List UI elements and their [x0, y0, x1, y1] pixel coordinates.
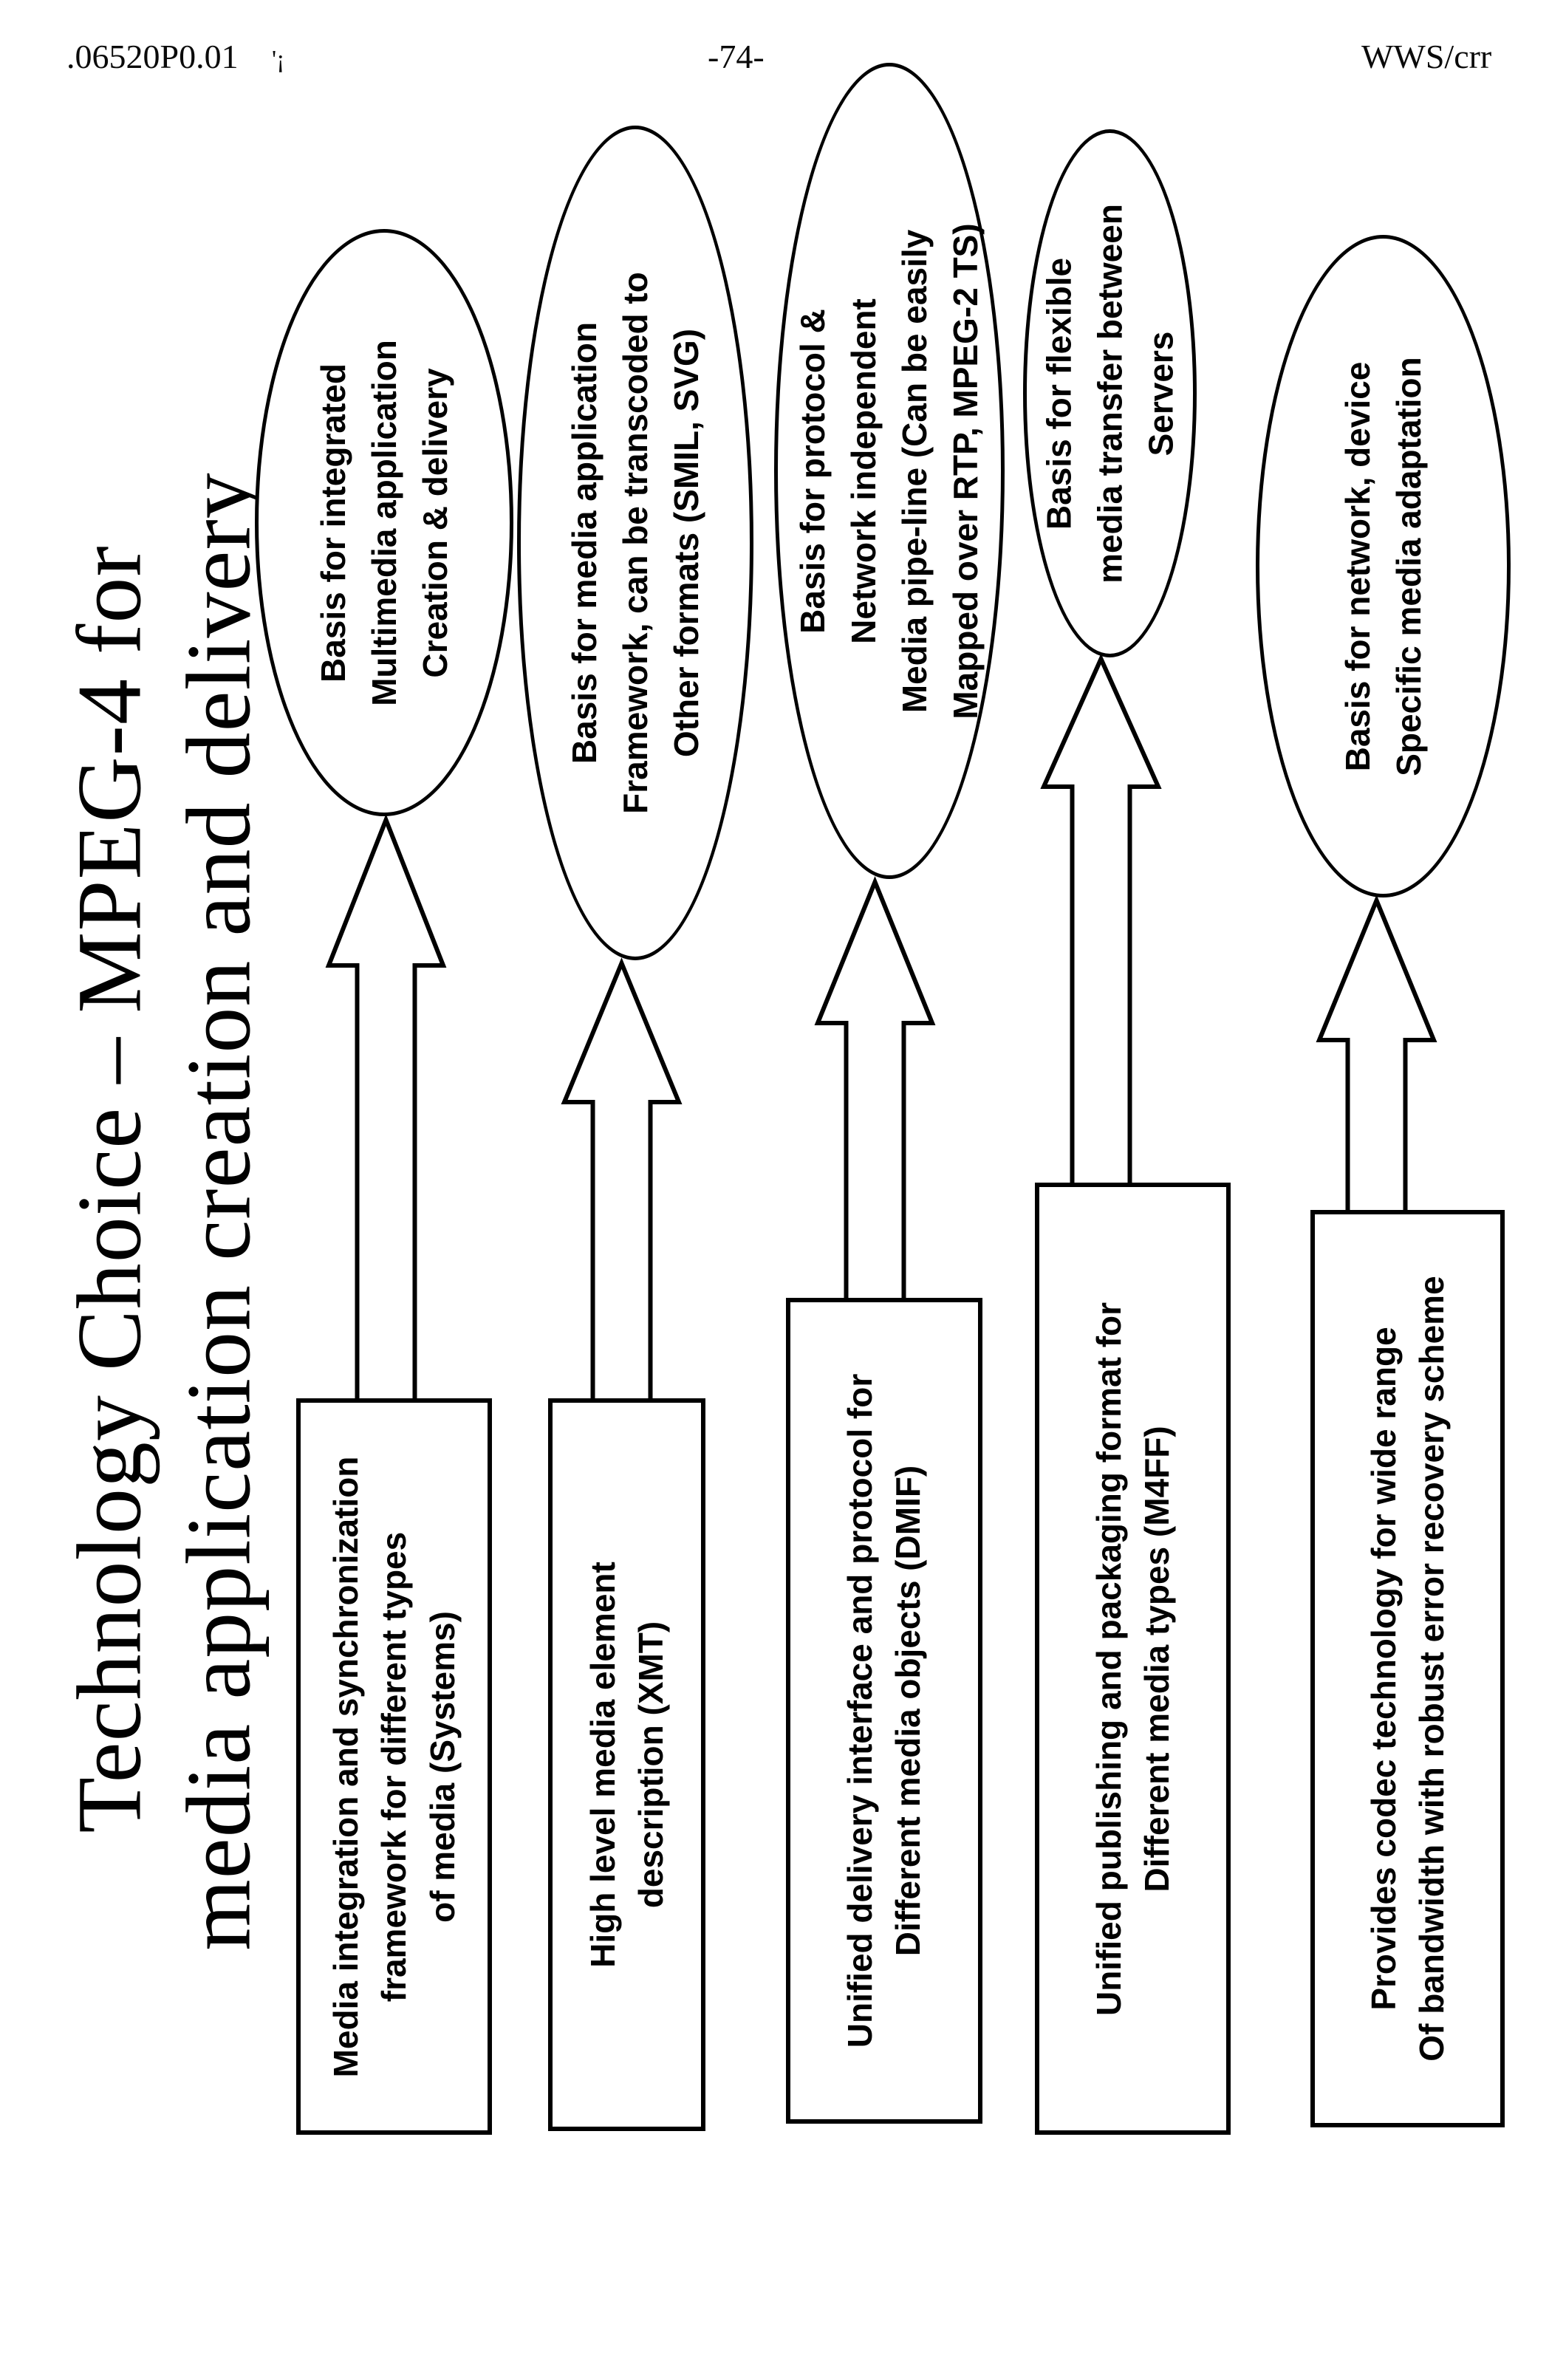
benefit-text-m4ff: Basis for flexible media transfer between Servers [1039, 203, 1180, 584]
source-text-m4ff: Unified publishing and packaging format for Different media types (M4FF) [1089, 1302, 1176, 2016]
source-box-xmt [548, 1398, 705, 2131]
source-text-dmif: Unified delivery interface and protocol for Different media objects (DMIF) [840, 1373, 927, 2048]
source-box-dmif [786, 1298, 982, 2124]
benefit-text-xmt: Basis for media application Framework, can be transcoded to Other formats (SMIL, SVG) [564, 272, 705, 814]
benefit-text-systems: Basis for integrated Multimedia application Creation & delivery [313, 339, 454, 706]
source-text-xmt: High level media element description (XMT) [583, 1562, 670, 1968]
benefit-ellipse-systems [255, 229, 513, 816]
page-number: -74- [708, 38, 765, 75]
figure-title-line2 [168, 414, 268, 2009]
benefit-ellipse-dmif [774, 63, 1005, 879]
benefit-ellipse-m4ff [1023, 129, 1197, 657]
stray-mark: '¡ [272, 46, 285, 73]
figure-title-line1 [59, 436, 159, 1943]
flow-arrow-xmt [561, 960, 682, 1401]
source-box-systems [296, 1398, 492, 2135]
benefit-text-codec: Basis for network, device Specific media adaptation [1338, 356, 1428, 776]
benefit-text-dmif: Basis for protocol & Network independent Media pipe-line (Can be easily Mapped over RTP, MPEG-2 TS) [793, 222, 985, 719]
benefit-ellipse-xmt [517, 126, 753, 960]
title-text-line2: media application creation and delivery [167, 472, 269, 1951]
flow-arrow-systems [326, 817, 446, 1401]
source-box-m4ff [1035, 1183, 1231, 2135]
flow-arrow-m4ff [1041, 656, 1161, 1185]
title-text-line1: Technology Choice – MPEG-4 for [58, 545, 160, 1833]
source-text-systems: Media integration and synchronization framework for different types of media (Systems) [326, 1456, 462, 2077]
flow-arrow-dmif [815, 879, 935, 1300]
flow-arrow-codec [1316, 897, 1437, 1214]
header-initials: WWS/crr [1361, 38, 1492, 75]
source-text-codec: Provides codec technology for wide range Of bandwidth with robust error recovery scheme [1364, 1276, 1451, 2062]
docket-number: .06520P0.01 [66, 38, 239, 75]
benefit-ellipse-codec [1256, 235, 1511, 897]
source-box-codec [1310, 1210, 1505, 2127]
